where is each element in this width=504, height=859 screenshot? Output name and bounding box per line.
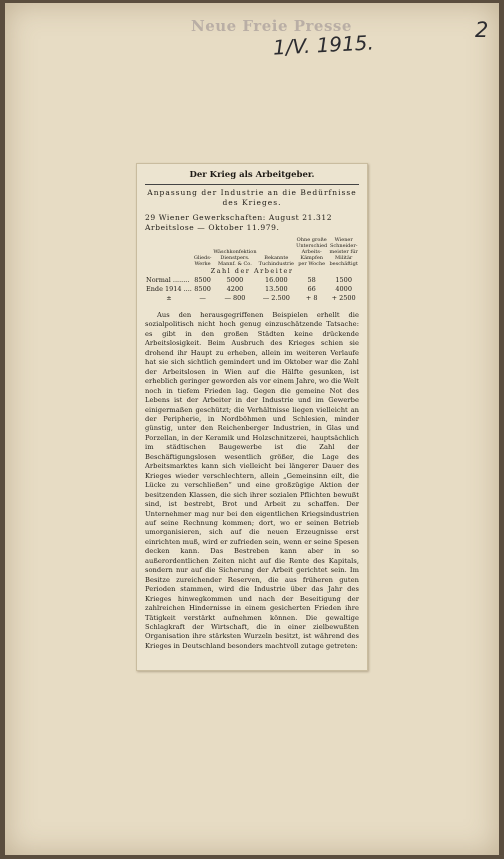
article-subheading: Anpassung der Industrie an die Bedürfnisse des Krieges.: [147, 188, 357, 207]
article-subheading-statistics: 29 Wiener Gewerkschaften: August 21.312 Arbeitslose — Oktober 11.979.: [145, 213, 333, 232]
table-cell: 1500: [335, 276, 352, 284]
table-cell: — 2.500: [262, 294, 290, 302]
newspaper-stamp: Neue Freie Presse: [191, 17, 352, 35]
article-body: [145, 311, 359, 651]
table-cell: 5000: [226, 276, 244, 284]
table-header-row: [145, 237, 359, 267]
table-header: Bekannte Tuchindustrie: [258, 255, 294, 267]
table-cell: 58: [307, 276, 316, 284]
table-header: Wiener Schneider-meister für Militär beschäftigt: [329, 237, 358, 267]
article-paragraph: Aus den herausgegriffenen Beispielen erhellt die sozialpolitisch nicht hoch genug einzuschätzende Tatsache: es gibt in den großen Städten keine drückende Arbeitslosigkeit. Beim Ausbruch des Krieges schien sie drohend ihr Haupt zu erheben, allein im weiteren Verlaufe hat sie sich sichtlich gemindert und im Oktober war die Zahl der Arbeitslosen in Wien auf die Hälfte gesunken, ist erheblich geringer geworden als vor einem Jahre, wo die Welt noch in tiefem Frieden lag. Gegen die gemeine Not des Lebens ist der Arbeiter in der Industrie und im Gewerbe einigermaßen geschützt; die Verhältnisse liegen vielleicht an der Peripherie, in Nordböhmen und Schlesien, minder günstig, unter den Reichenberger Industrien, in Glas und Porzellan, in der Keramik und Holzschnitzerei, hauptsächlich im städtischen Baugewerbe ist die Zahl der Beschäftigungslosen wesentlich größer, die Lage des Arbeitsmarktes kann sich vielleicht bei längerer Dauer des Krieges wieder verschlechtern, allein „Gemeinsinn eilt, die Lücke zu verschließen“ und eine großzügige Aktion der besitzenden Klassen, die sich ihrer sozialen Pflichten bewußt sind, ist bestrebt, Brot und Arbeit zu schaffen. Der Unternehmer mag nur bei den eigentlichen Kriegsindustrien auf seine Rechnung kommen; dort, wo er seinen Betrieb umorganisieren, sich auf die neuen Erzeugnisse erst einrichten muß, wird er zufrieden sein, wenn er seine Spesen decken kann. Das Bestreben kann aber in so außerordentlichen Zeiten nicht auf die Rente des Kapitals, sondern nur auf die Sicherung der Arbeit gerichtet sein. Im Besitze zureichender Reserven, die aus früheren guten Perioden stammen, wird die Industrie über das Jahr des Krieges hinwegkommen und nach der Beseitigung der zahlreichen Hindernisse in einem gesicherten Frieden ihre Tätigkeit verstärkt aufnehmen können. Die gewaltige Schlagkraft der Wirtschaft, die in einer zielbewußten Organisation ihre stärksten Wurzeln besitzt, ist während des Krieges in Deutschland besonders machtvoll zutage getreten:: [145, 311, 359, 650]
table-cell: + 2500: [331, 294, 356, 302]
table-cell: Ende 1914 ....: [146, 285, 192, 293]
table-cell: 4000: [335, 285, 352, 293]
table-cell: Normal ........: [146, 276, 190, 284]
table-cell: 66: [307, 285, 316, 293]
table-header: Ohne große Unterschied Arbeits-Kämpfen per Woche: [296, 237, 328, 267]
article-title: Der Krieg als Arbeitgeber.: [189, 170, 315, 180]
table-cell: + 8: [305, 294, 318, 302]
table-header: Wäschkonfektion Dienstpers. Mannf. & Co.: [213, 249, 257, 267]
table-header: [145, 237, 193, 267]
table-row: [145, 285, 359, 294]
table-header: Glieds-Werke: [193, 255, 212, 267]
table-section-row: [145, 267, 359, 276]
table-cell: 4200: [226, 285, 244, 293]
table-cell: 8500: [194, 285, 211, 293]
page-number: 2: [475, 18, 489, 42]
table-row: [145, 276, 359, 285]
table-cell: 16.000: [264, 276, 288, 284]
table-row: [145, 294, 359, 303]
statistics-table: [145, 237, 359, 303]
table-cell: ±: [166, 294, 172, 302]
table-cell: 8500: [194, 276, 211, 284]
table-section-label: Zahl der Arbeiter: [210, 267, 294, 275]
table-cell: — 800: [224, 294, 246, 302]
table-cell: —: [199, 294, 206, 302]
handwritten-date: 1/V. 1915.: [272, 30, 375, 60]
table-cell: 13.500: [264, 285, 288, 293]
newspaper-clipping: [136, 163, 368, 671]
title-rule: [145, 184, 359, 185]
